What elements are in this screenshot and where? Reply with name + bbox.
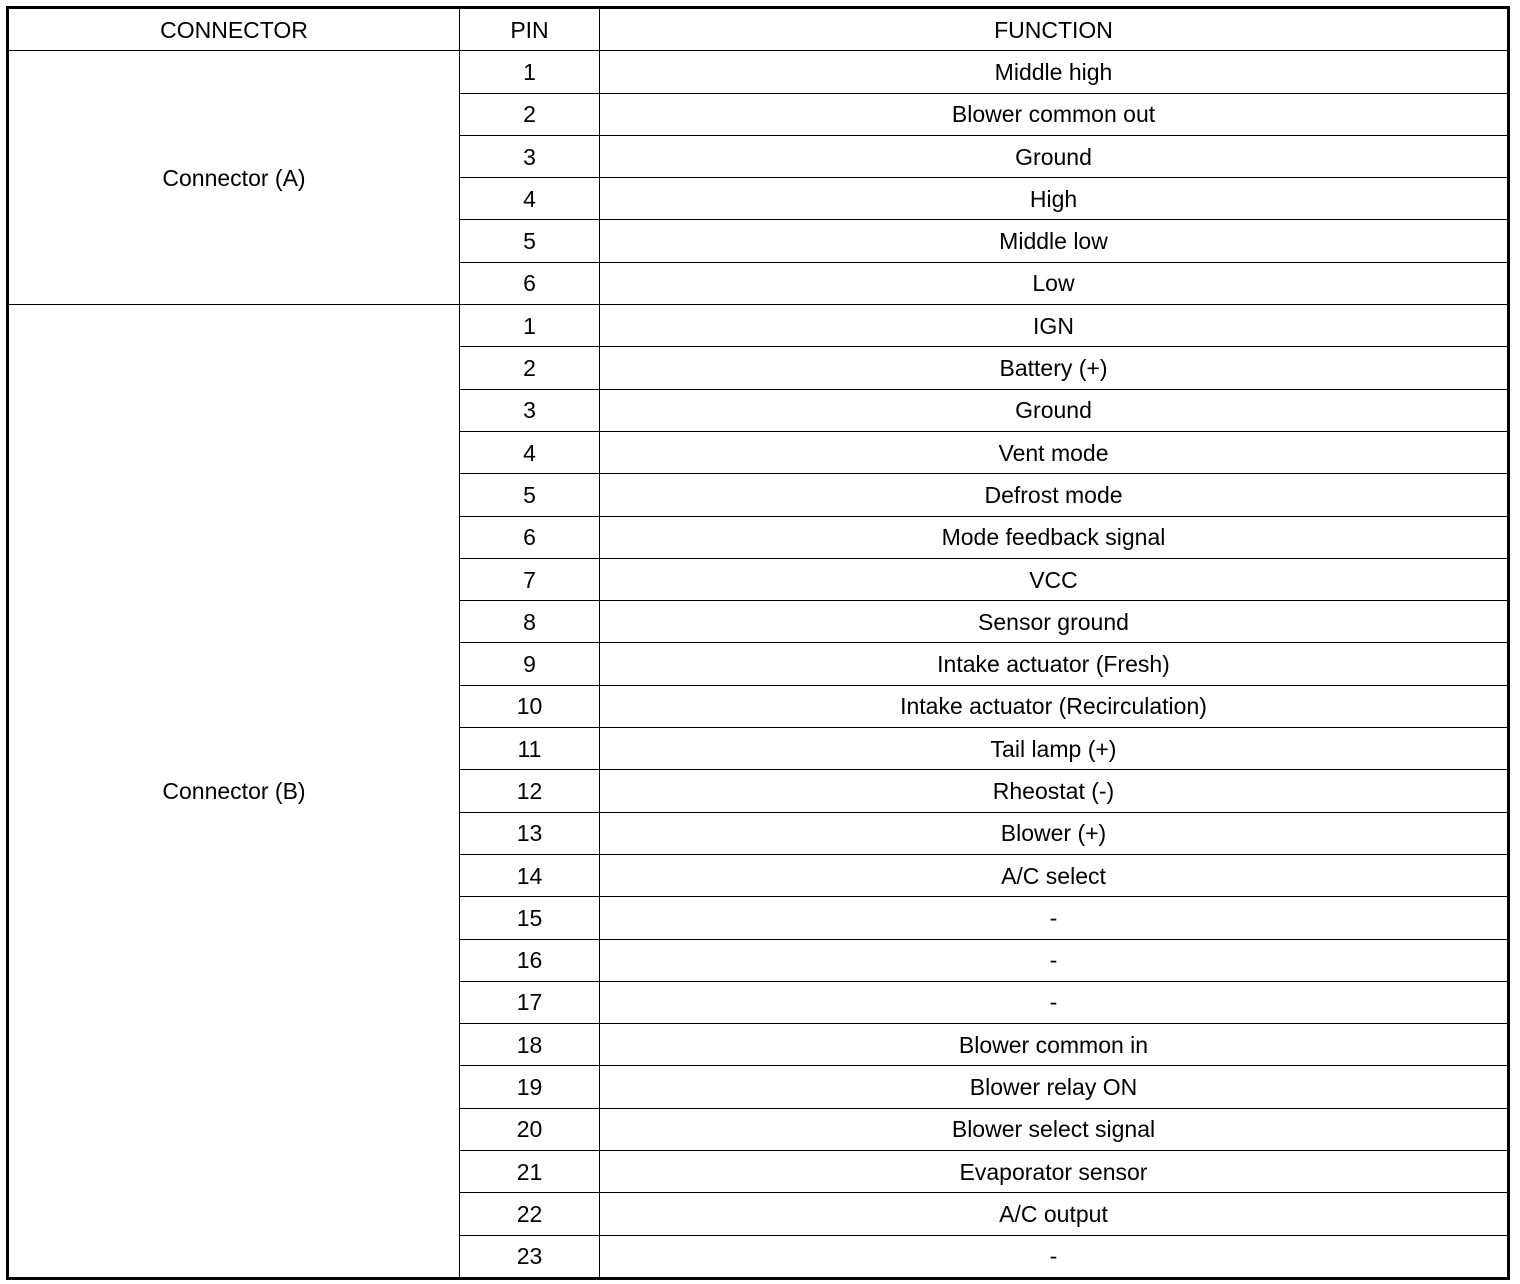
pin-cell: 18 [460,1024,600,1066]
function-cell: Blower (+) [600,812,1509,854]
pin-cell: 1 [460,51,600,93]
function-cell: Mode feedback signal [600,516,1509,558]
connector-pin-table [6,6,1510,1280]
function-cell: Sensor ground [600,601,1509,643]
function-cell: - [600,939,1509,981]
header-function: FUNCTION [600,8,1509,51]
header-row [8,8,1509,51]
pin-cell: 6 [460,516,600,558]
function-cell: Middle low [600,220,1509,262]
connector-cell: Connector (A) [8,51,460,305]
pin-cell: 2 [460,93,600,135]
pin-cell: 5 [460,220,600,262]
function-cell: - [600,981,1509,1023]
function-cell: Ground [600,389,1509,431]
pin-cell: 5 [460,474,600,516]
pin-cell: 13 [460,812,600,854]
pin-cell: 3 [460,389,600,431]
pin-cell: 2 [460,347,600,389]
pin-cell: 14 [460,854,600,896]
table-row [8,51,1509,93]
pin-cell: 9 [460,643,600,685]
table-row [8,305,1509,347]
function-cell: Blower common out [600,93,1509,135]
header-pin: PIN [460,8,600,51]
function-cell: Ground [600,135,1509,177]
pin-cell: 19 [460,1066,600,1108]
function-cell: Blower relay ON [600,1066,1509,1108]
function-cell: Middle high [600,51,1509,93]
header-connector: CONNECTOR [8,8,460,51]
pin-cell: 10 [460,685,600,727]
pin-cell: 22 [460,1193,600,1235]
function-cell: High [600,178,1509,220]
function-cell: Evaporator sensor [600,1151,1509,1193]
function-cell: Intake actuator (Fresh) [600,643,1509,685]
function-cell: A/C output [600,1193,1509,1235]
pin-cell: 21 [460,1151,600,1193]
pin-cell: 20 [460,1108,600,1150]
pin-cell: 4 [460,178,600,220]
function-cell: Tail lamp (+) [600,728,1509,770]
connector-cell: Connector (B) [8,305,460,1279]
function-cell: Vent mode [600,431,1509,473]
function-cell: Rheostat (-) [600,770,1509,812]
pin-cell: 17 [460,981,600,1023]
function-cell: VCC [600,558,1509,600]
function-cell: Low [600,262,1509,304]
pin-cell: 8 [460,601,600,643]
pin-cell: 3 [460,135,600,177]
function-cell: - [600,1235,1509,1278]
function-cell: Blower select signal [600,1108,1509,1150]
function-cell: - [600,897,1509,939]
pin-cell: 6 [460,262,600,304]
function-cell: Defrost mode [600,474,1509,516]
pin-cell: 12 [460,770,600,812]
pin-cell: 11 [460,728,600,770]
pin-cell: 1 [460,305,600,347]
function-cell: Battery (+) [600,347,1509,389]
pin-cell: 7 [460,558,600,600]
table-body [8,51,1509,1279]
pin-cell: 15 [460,897,600,939]
function-cell: IGN [600,305,1509,347]
pin-cell: 16 [460,939,600,981]
pin-cell: 4 [460,431,600,473]
function-cell: A/C select [600,854,1509,896]
function-cell: Intake actuator (Recirculation) [600,685,1509,727]
function-cell: Blower common in [600,1024,1509,1066]
pin-cell: 23 [460,1235,600,1278]
